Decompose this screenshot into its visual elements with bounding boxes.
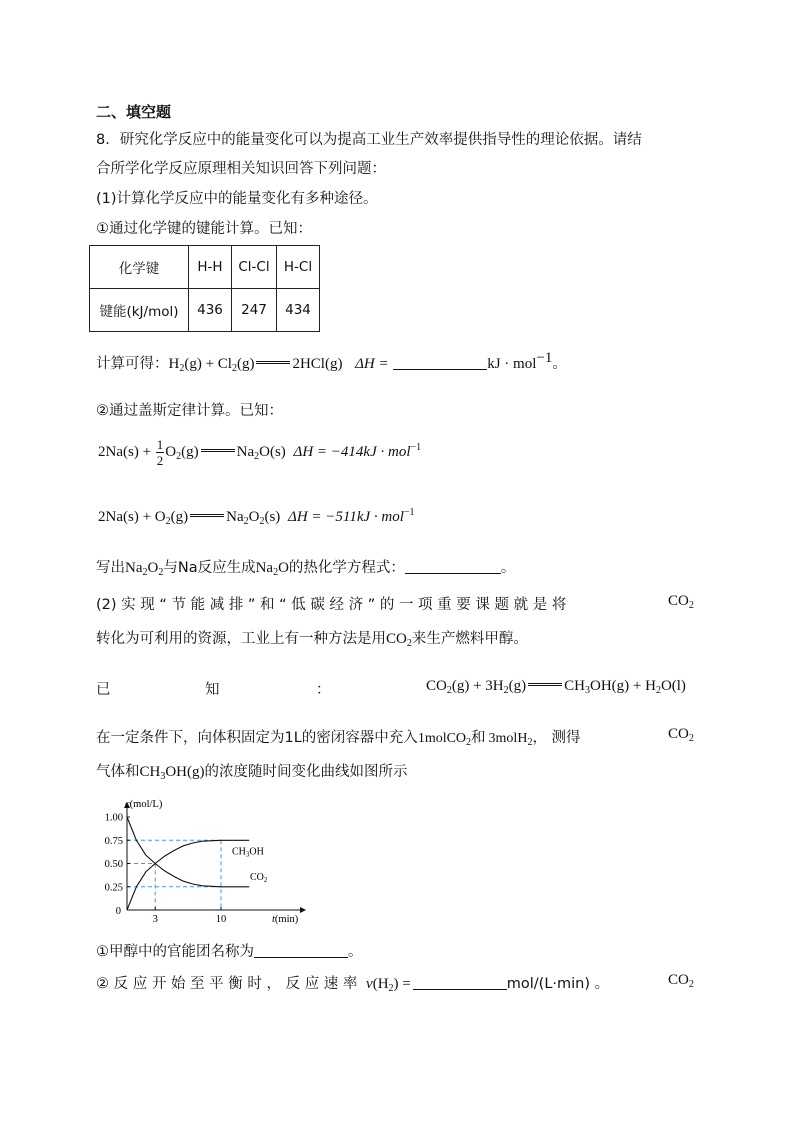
part1-item1: ①通过化学键的键能计算。已知： [96,221,312,237]
calc-unit: kJ · mol [487,356,537,372]
series-line-ch3oh [127,840,249,910]
reaction-equation-hcl: $H_2(g) + Cl_2(g)$ 2HCl(g) [168,356,343,374]
condition-line2: 气体和$CH_3OH(g)$的浓度随时间变化曲线如图所示 [96,764,408,782]
part1-heading: (1)计算化学反应中的能量变化有多种途径。 [96,191,378,207]
calc-line: 计算可得：$H_2(g) + Cl_2(g)$ 2HCl(g) ΔH = kJ · mol$^{-1}$。 [96,350,567,374]
table-energy-hcl: 434 [277,289,320,332]
intro-text-1: 研究化学反应中的能量变化可以为提高工业生产效率提供指导性的理论依据。请结 [119,132,642,148]
condition-line1: 在一定条件下，向体积固定为1L的密闭容器中充入1molCO$_2$和 3molH$_2$， 测得 [96,730,581,748]
eq2-dh: ΔH = −511kJ · mol [288,509,404,525]
series-label-ch3oh: $CH_3OH$ [232,846,264,859]
series-label-co2: $CO_2$ [250,871,268,884]
cond-text-c: ， 测得 [532,730,581,746]
y-tick-label: 0.50 [104,859,123,870]
subquestion-2: ② 反 应 开 始 至 平 衡 时 ， 反 应 速 率 $v(H_2) = mol/(L\cdot\min)$ 。 [96,976,610,994]
calc-end: 。 [552,356,567,372]
part1-item2: ②通过盖斯定律计算。已知： [96,403,283,419]
known-label-3: ： [316,682,331,698]
origin-label: 0 [115,906,121,917]
y-tick-label: 0.75 [104,835,123,847]
y-tick-label: 0.25 [104,882,123,894]
x-tick-label: 10 [215,914,227,925]
part2-line2: 转化为可利用的资源，工业上有一种方法是用$CO_2$来生产燃料甲醇。 [96,631,528,649]
part2-text1: (2) 实 现 “ 节 能 减 排 ” 和 “ 低 碳 经 济 ” 的 一 项 重 要 课 题 就 是 将 [96,597,567,613]
part2-co2-1: $CO_2$ [668,593,694,611]
equation-na2o: 2Na(s) + $\frac{1}{2}$ $O_2(g)$ $Na_2O(s) \Delta H = -414kJ \cdot mol^{-1}$ [98,437,422,468]
x-axis-label: t(min) [272,914,299,925]
write-mid1: 与Na反应生成 [163,560,256,576]
question-intro-line1 [96,128,642,149]
equation-na2o2: $2Na(s) + O_2(g)$ $Na_2O_2(s) \Delta H = -511kJ \cdot mol^{-1}$ [98,507,415,527]
answer-blank-equation[interactable] [405,559,501,574]
eq1-dh: ΔH = −414kJ · mol [293,443,411,460]
section-title: 二、填空题 [96,103,172,121]
series-line-co2 [127,817,249,887]
known-label-1: 已 [96,682,111,698]
cond-text-b: 和 [471,730,486,746]
part2-text2a: 转化为可利用的资源，工业上有一种方法是用 [96,631,386,647]
table-energy-clcl: 247 [232,289,277,332]
cond-text-2b: 的浓度随时间变化曲线如图所示 [204,764,408,780]
x-tick-label: 3 [152,914,158,925]
table-row-label: 键能(kJ/mol) [90,289,189,332]
methanol-reaction-equation: $CO_2(g) + 3H_2(g) CH_3OH(g) + H_2O(l)$ [426,678,686,696]
write-prefix: 写出 [96,560,125,576]
table-header-label: 化学键 [90,246,189,289]
question-number: 8． [96,132,120,148]
question-intro-line2: 合所学化学反应原理相关知识回答下列问题： [96,161,386,177]
answer-blank-dh[interactable] [393,355,487,370]
subquestion-2-co2: $CO_2$ [668,972,694,990]
cond-text-2a: 气体和 [96,764,140,780]
sub2-unit: mol/(L·min) 。 [506,976,610,992]
calc-prefix: 计算可得： [96,356,169,372]
part2-line1 [96,593,566,614]
write-end: 。 [500,560,516,576]
sub2-text: ② 反 应 开 始 至 平 衡 时 ， 反 应 速 率 [96,976,358,992]
bond-energy-table [89,245,320,332]
known-label-2: 知 [205,682,220,698]
condition-co2: $CO_2$ [668,726,694,744]
y-tick-label: 1.00 [104,812,123,824]
table-energy-hh: 436 [189,289,232,332]
concentration-chart [90,795,320,927]
part2-text2b: 来生产燃料甲醇。 [411,631,528,647]
table-bond-clcl: Cl-Cl [232,246,277,289]
calc-dh-label: ΔH = [355,356,389,372]
y-axis-label: c(mol/L) [125,799,163,810]
table-bond-hh: H-H [189,246,232,289]
answer-blank-functional-group[interactable] [254,943,348,958]
table-bond-hcl: H-Cl [277,246,320,289]
subquestion-1 [96,940,363,961]
sub1-end: 。 [348,944,363,960]
answer-blank-rate[interactable] [413,975,507,990]
write-equation-line: 写出$Na_2O_2$与Na反应生成$Na_2O$的热化学方程式： 。 [96,560,516,578]
cond-text-a: 在一定条件下，向体积固定为1L的密闭容器中充入 [96,730,418,746]
sub1-text: ①甲醇中的官能团名称为 [96,944,254,960]
write-mid2: 的热化学方程式： [288,560,405,576]
